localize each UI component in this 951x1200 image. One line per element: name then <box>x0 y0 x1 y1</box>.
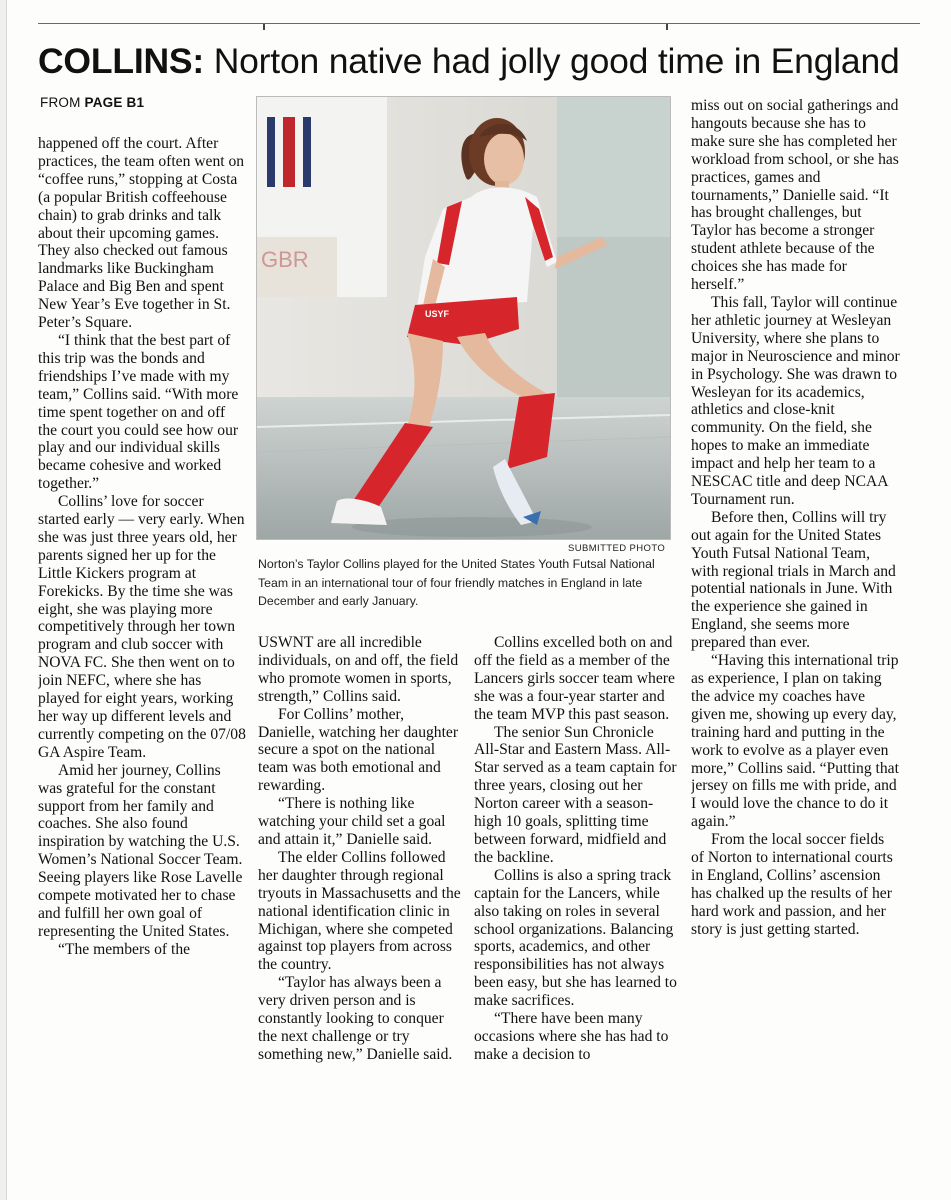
paragraph: “Having this international trip as experience, I plan on taking the advice my coaches have given me, showing up every day, training hard and putting in the work to evolve as a player even more,” Collins said. “Putting that jersey on fills me with pride, and I would love the chance to do it again.” <box>691 652 899 831</box>
rule-tick <box>263 24 265 30</box>
article-column-1 <box>38 135 246 959</box>
headline-text: Norton native had jolly good time in England <box>213 41 900 81</box>
article-column-3 <box>474 634 680 1064</box>
rule-tick <box>666 24 668 30</box>
photo-caption: Norton’s Taylor Collins played for the United States Youth Futsal National Team in an international tour of four friendly matches in England in late December and early January. <box>258 557 655 608</box>
paragraph: “There is nothing like watching your child set a goal and attain it,” Danielle said. <box>258 795 446 848</box>
page-gutter <box>0 0 7 1200</box>
paragraph: Collins’ love for soccer started early — very early. When she was just three years old, her parents signed her up for the Little Kickers program at Forekicks. By the time she was eight, she was playing more competitively through her town program and club soccer with NOVA FC. She then went on to join NEFC, where she has played for eight years, working her way up different levels and currently competing on the 07/08 GA Aspire Team. <box>38 493 246 761</box>
top-rule <box>38 23 920 24</box>
article-column-2 <box>258 634 463 1064</box>
paragraph: From the local soccer fields of Norton to international courts in England, Collins’ ascension has chalked up the results of her hard work and passion, and her story is just getting started. <box>691 831 893 938</box>
paragraph: happened off the court. After practices, the team often went on “coffee runs,” stopping at Costa (a popular British coffeehouse chain) to grab drinks and talk about their upcoming games. They also checked out famous landmarks like Buckingham Palace and Big Ben and spent New Year’s Eve together in St. Peter’s Square. <box>38 135 245 332</box>
futsal-player-photo <box>257 97 670 539</box>
paragraph: Collins is also a spring track captain for the Lancers, while also taking on roles in several school organizations. Balancing sports, academics, and other responsibilities has not always been easy, but she has learned to make sacrifices. <box>474 866 677 1010</box>
photo-credit: SUBMITTED PHOTO <box>568 543 666 554</box>
article-column-4 <box>691 97 901 939</box>
headline <box>38 38 928 84</box>
svg-text:GBR: GBR <box>261 247 309 272</box>
paragraph: Before then, Collins will try out again for the United States Youth Futsal National Team, with regional trials in March and potential nationals in June. With the experience she gained in England, she seems more prepared than ever. <box>691 508 896 652</box>
paragraph: miss out on social gatherings and hangouts because she has to make sure she has completed her workload from school, or she has practices, games and tournaments,” Danielle said. “It has brought challenges, but Taylor has become a stronger student athlete because of the choices she has made for herself.” <box>691 97 899 294</box>
paragraph: “I think that the best part of this trip was the bonds and friendships I’ve made with my team,” Collins said. “With more time spent together on and off the court you could see how our play and our individual skills became cohesive and worked together.” <box>38 331 239 493</box>
paragraph: USWNT are all incredible individuals, on and off, the field who promote women in sports, strength,” Collins said. <box>258 634 459 705</box>
jersey-text: USYF <box>425 309 450 319</box>
paragraph: “Taylor has always been a very driven person and is constantly looking to conquer the next challenge or try something new,” Danielle said. <box>258 974 453 1063</box>
paragraph: The elder Collins followed her daughter through regional tryouts in Massachusetts and the national identification clinic in Michigan, where she competed against top players from across the country. <box>258 848 461 974</box>
jump-prefix: FROM <box>40 95 81 110</box>
paragraph: The senior Sun Chronicle All-Star and Eastern Mass. All-Star served as a team captain for three years, closing out her Norton career with a season-high 10 goals, splitting time between forward, midfield and the backline. <box>474 723 677 866</box>
paragraph: Collins excelled both on and off the field as a member of the Lancers girls soccer team where she was a four-year starter and the team MVP this past season. <box>474 634 675 723</box>
paragraph: This fall, Taylor will continue her athletic journey at Wesleyan University, where she plans to major in Neuroscience and minor in Psychology. She was drawn to Wesleyan for its academics, athletics and close-knit community. On the field, she hopes to make an immediate impact and help her team to a NESCAC title and deep NCAA Tournament run. <box>691 293 900 508</box>
article-photo <box>256 96 671 540</box>
headline-name: COLLINS: <box>38 41 205 81</box>
jump-line <box>40 95 144 110</box>
paragraph: “There have been many occasions where she has had to make a decision to <box>474 1010 669 1063</box>
jump-page: PAGE B1 <box>84 95 145 110</box>
paragraph: Amid her journey, Collins was grateful for the constant support from her family and coaches. She also found inspiration by watching the U.S. Women’s National Soccer Team. Seeing players like Rose Lavelle compete motivated her to chase and fulfill her own goal of representing the United States. <box>38 761 243 940</box>
paragraph: “The members of the <box>58 940 191 958</box>
paragraph: For Collins’ mother, Danielle, watching her daughter secure a spot on the national team was both emotional and rewarding. <box>258 705 459 795</box>
